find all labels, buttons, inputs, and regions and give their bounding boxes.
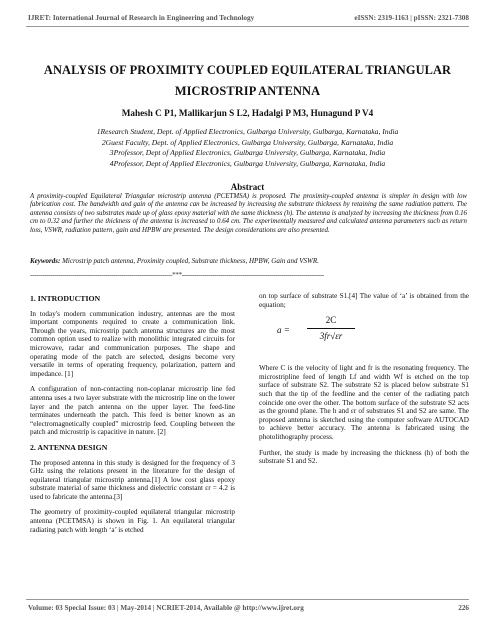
keywords (30, 257, 467, 265)
issn: eISSN: 2319-1163 | pISSN: 2321-7308 (354, 14, 469, 22)
page-number: 226 (458, 604, 469, 612)
footer-rule (26, 599, 469, 600)
keywords-label: Keywords: (30, 257, 61, 265)
affiliation-3: 3Professor, Dept of Applied Electronics, Gulbarga University, Gulbarga, Karnataka, India (109, 148, 386, 157)
keywords-text: Microstrip patch antenna, Proximity coupled, Substrate thickness, HPBW, Gain and VSWR. (60, 257, 319, 265)
paragraph: The proposed antenna in this study is designed for the frequency of 3 GHz using the relations present in the literature for the design of equilateral triangular microstrip antenna.[1] A low cost glass epoxy substrate material of same thickness and dielectric constant εr = 4.2 is used to fabricate the antenna.[3] (30, 458, 235, 501)
paragraph: In today's modern communication industry, antennas are the most important components required to create a communication link. Through the years, microstrip patch antenna structures are the most common option used to realize with monolithic integrated circuits for microwave, radar and communication purposes. The shape and operating mode of the patch are selected, designs become very versatile in terms of operating frequency, polarization, pattern and impedance. [1] (30, 309, 235, 378)
affiliation-4: 4Professor, Dept of Applied Electronics, Gulbarga University, Gulbarga, Karnataka, India (109, 158, 386, 168)
running-header (28, 14, 469, 22)
affiliation-1: 1Research Student, Dept. of Applied Electronics, Gulbarga University, Gulbarga, Karnataka, India (96, 127, 399, 136)
equation-numerator: 2C (325, 315, 337, 326)
header-rule (26, 26, 469, 27)
paragraph: Further, the study is made by increasing the thickness (h) of both the substrate S1 and S2. (259, 448, 469, 466)
journal-name: IJRET: International Journal of Research in Engineering and Technology (28, 14, 255, 22)
affiliations (20, 127, 475, 169)
author-list: Mahesh C P1, Mallikarjun S L2, Hadalgi P M3, Hunagund P V4 (121, 108, 374, 118)
section-separator: ----------------------------------------------------------------------***---------------------------------------------------------------------- (30, 271, 324, 279)
paragraph: on top surface of substrate S1.[4] The value of ‘a’ is obtained from the equation; (259, 292, 469, 309)
abstract-text: A proximity-coupled Equilateral Triangular microstrip antenna (PCETMSA) is proposed. The proximity-coupled antenna is simpler in design with low fabrication cost. The bandwidth and gain of the antenna can be increased by increasing the substrate thickness by retaining the same radiation pattern. The antenna consists of two substrates made up of glass epoxy material with the same thickness (h). The antenna is analyzed by increasing the thickness from 0.16 cm to 0.32 and further the thickness of the antenna is increased to 0.64 cm. The experimentally measured and calculated antenna parameters such as return loss, VSWR, radiation pattern, gain and HPBW are presented. The design considerations are also presented. (30, 193, 467, 234)
abstract-heading: Abstract (230, 182, 265, 192)
section-heading-antenna-design: 2. ANTENNA DESIGN (30, 442, 108, 452)
equation (277, 316, 469, 356)
right-column (259, 292, 469, 473)
volume-info: Volume: 03 Special Issue: 03 | May-2014 | NCRIET-2014, Available @ http://www.ijret.org (28, 604, 304, 612)
paragraph: Where C is the velocity of light and fr is the resonating frequency. The microstripline feed of length Lf and width Wf is etched on the top surface of substrate S2. The substrate S2 is placed below substrate S1 such that the tip of the feedline and the center of the radiating patch coincide one over the other. The bottom surface of the substrate S2 acts as the ground plane. The h and εr of substrates S1 and S2 are same. The proposed antenna is sketched using the computer software AUTOCAD to achieve better accuracy. The antenna is fabricated using the photolithography process. (259, 364, 469, 441)
section-heading-introduction: 1. INTRODUCTION (30, 294, 101, 303)
paragraph: A configuration of non-contacting non-coplanar microstrip line fed antenna uses a two layer substrate with the microstrip line on the lower layer and the patch antenna on the upper layer. The feed-line terminates underneath the patch. This feed is better known as an “electromagnetically coupled” microstrip feed. Coupling between the patch and microstrip is capacitive in nature. [2] (30, 385, 235, 437)
equation-denominator: 3fr√εr (319, 331, 343, 342)
affiliation-2: 2Guest Faculty, Dept. of Applied Electronics, Gulbarga University, Gulbarga, Karnataka, India (101, 137, 394, 147)
title-line-2: MICROSTRIP ANTENNA (174, 84, 321, 98)
fraction-bar (307, 328, 355, 329)
paper-title (20, 60, 475, 102)
title-line-1: ANALYSIS OF PROXIMITY COUPLED EQUILATERAL TRIANGULAR (43, 63, 452, 77)
left-column (30, 292, 235, 541)
running-footer (28, 604, 469, 612)
equation-lhs: a = (277, 325, 290, 336)
paragraph: The geometry of proximity-coupled equilateral triangular microstrip antenna (PCETMSA) is shown in Fig. 1. An equilateral triangular radiating patch with length ‘a’ is etched (30, 508, 235, 534)
